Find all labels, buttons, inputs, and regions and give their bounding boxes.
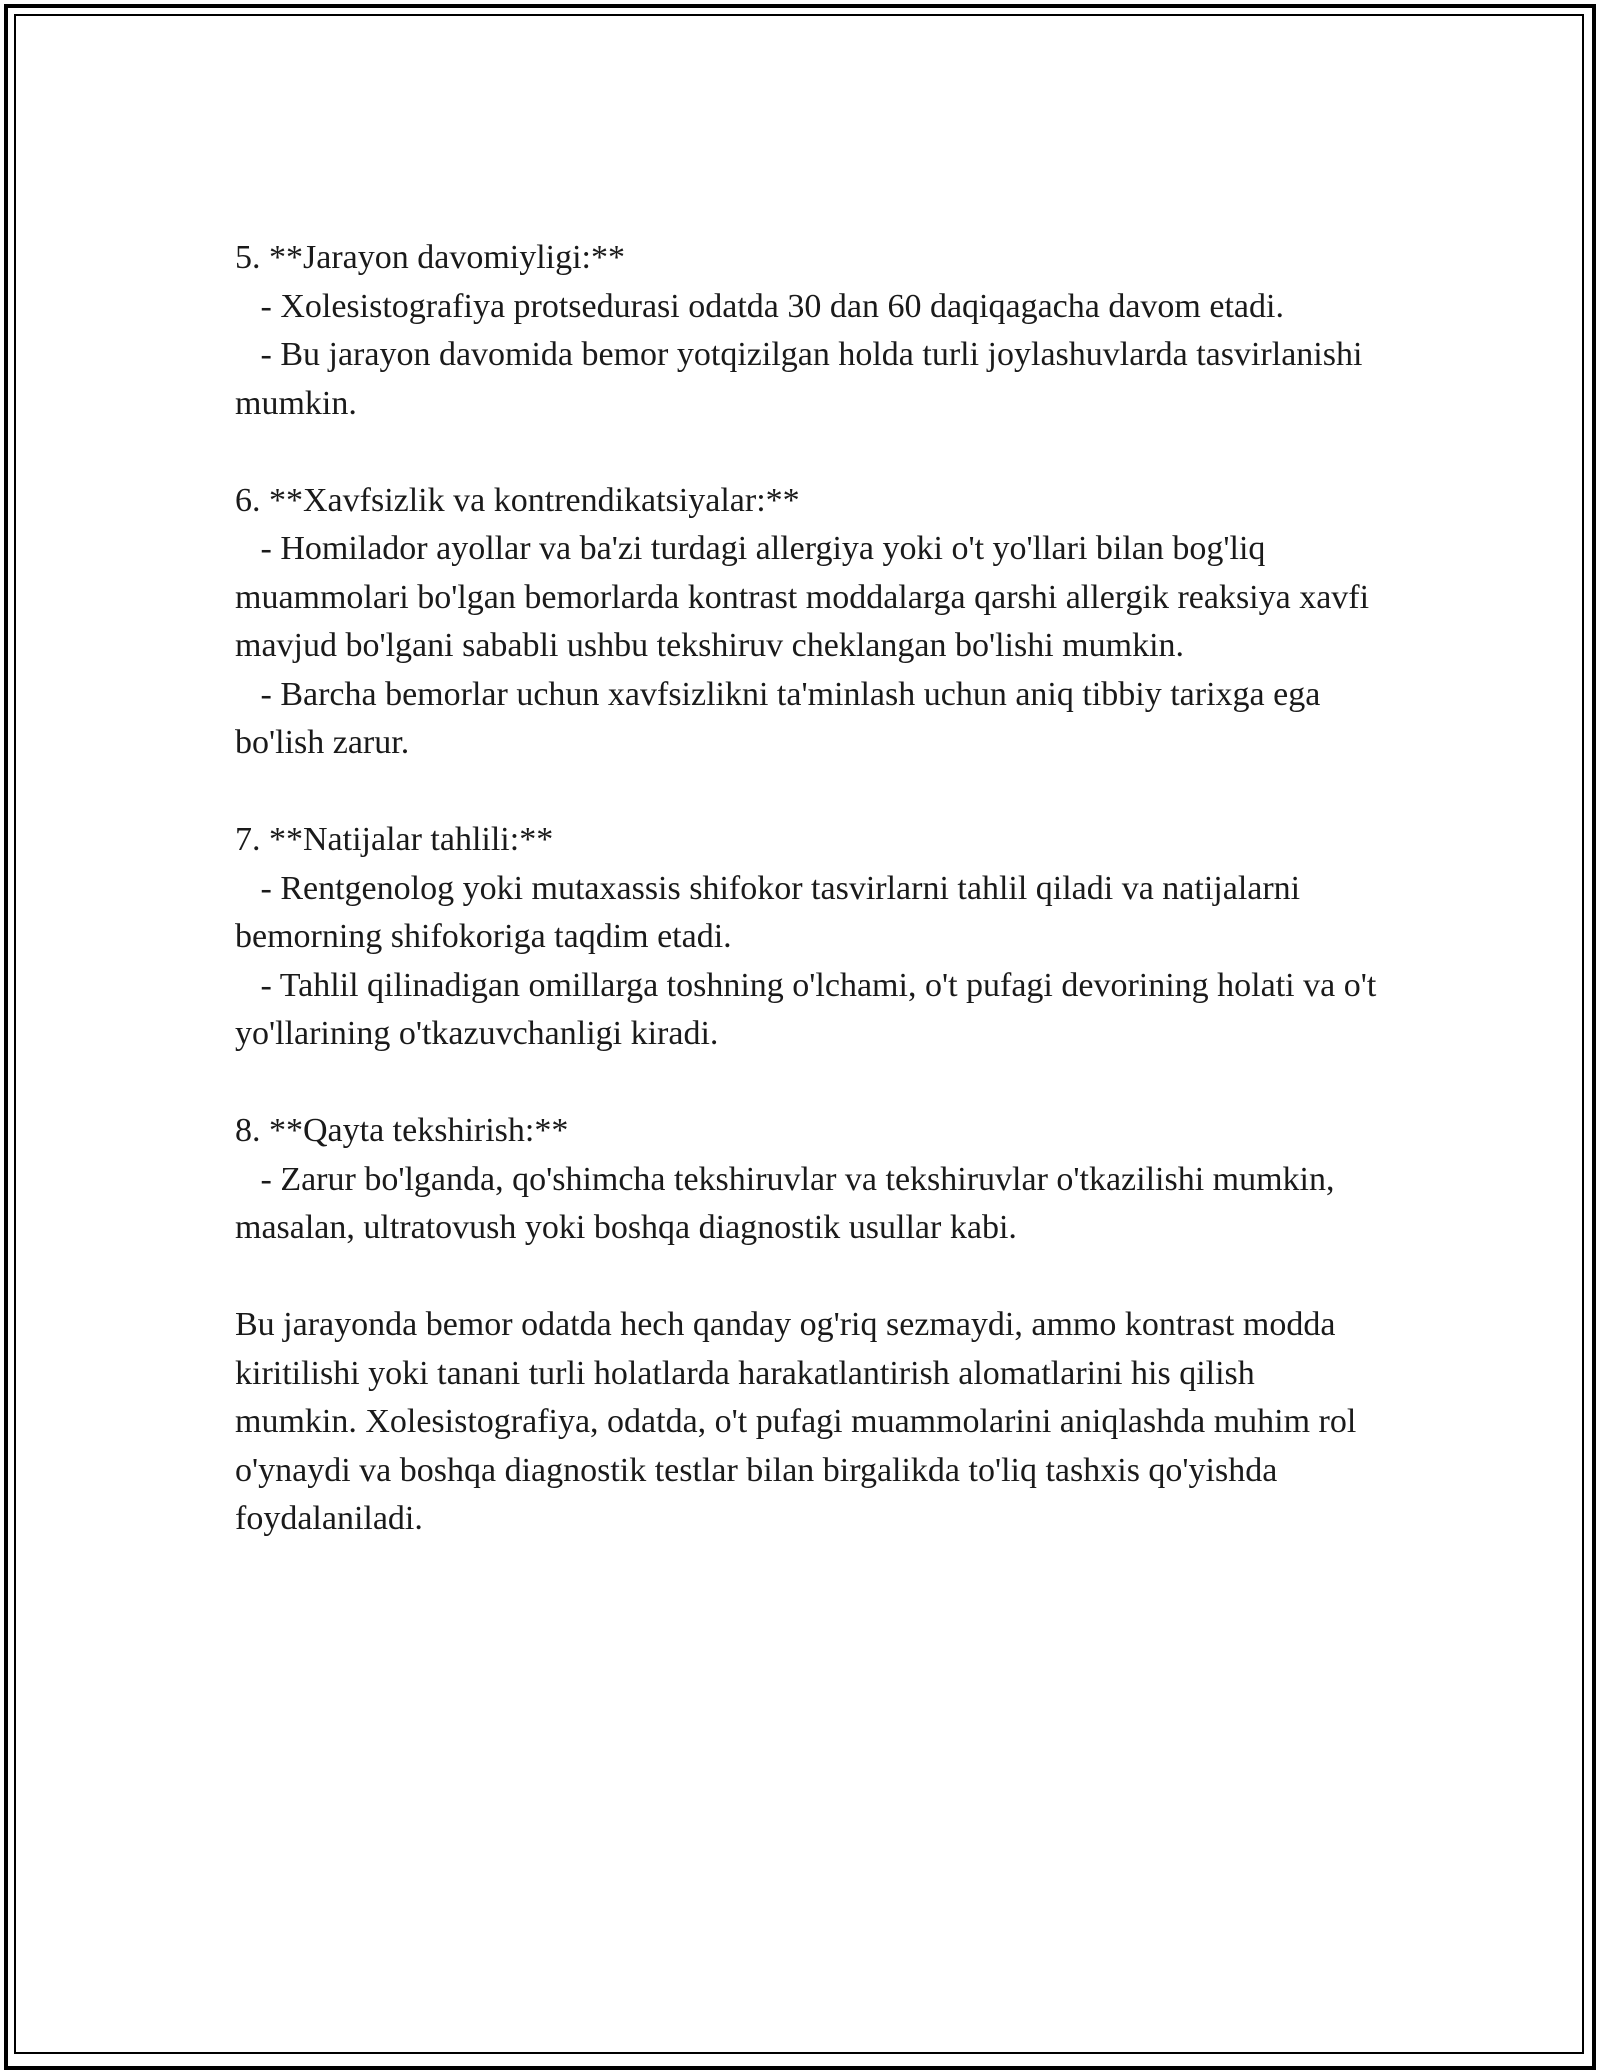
bullet-item: - Tahlil qilinadigan omillarga toshning o'lchami, o't pufagi devorining holati va o't yo'llarining o'tkazuvchanligi kiradi. (235, 966, 1385, 1052)
section-heading: 7. **Natijalar tahlili:** (235, 821, 554, 858)
bullet-item: - Zarur bo'lganda, qo'shimcha tekshiruvlar va tekshiruvlar o'tkazilishi mumkin, masalan, ultratovush yoki boshqa diagnostik usullar kabi. (235, 1160, 1344, 1246)
section-heading: 8. **Qayta tekshirish:** (235, 1112, 569, 1149)
bullet-item: - Xolesistografiya protsedurasi odatda 30 dan 60 daqiqagacha davom etadi. (235, 287, 1284, 325)
bullet-item: - Rentgenolog yoki mutaxassis shifokor tasvirlarni tahlil qiladi va natijalarni bemorning shifokoriga taqdim etadi. (235, 869, 1309, 955)
section-heading: 6. **Xavfsizlik va kontrendikatsiyalar:** (235, 481, 800, 519)
section-duration (235, 234, 1385, 428)
bullet-item: - Bu jarayon davomida bemor yotqizilgan holda turli joylashuvlarda tasvirlanishi mumkin. (235, 336, 1371, 422)
section-heading: 5. **Jarayon davomiyligi:** (235, 239, 626, 276)
section-results (235, 816, 1385, 1059)
closing-paragraph: Bu jarayonda bemor odatda hech qanday og'riq sezmaydi, ammo kontrast modda kiritilishi yoki tanani turli holatlarda harakatlantirish alomatlarini his qilish mumkin. Xolesistografiya, odatda, o't pufagi muammolarini aniqlashda muhim rol o'ynaydi va boshqa diagnostik testlar bilan birgalikda to'liq tashxis qo'yishda foydalaniladi. (235, 1306, 1365, 1537)
bullet-item: - Homilador ayollar va ba'zi turdagi allergiya yoki o't yo'llari bilan bog'liq muammolari bo'lgan bemorlarda kontrast moddalarga qarshi allergik reaksiya xavfi mavjud bo'lgani sababli ushbu tekshiruv cheklangan bo'lishi mumkin. (235, 530, 1378, 664)
document-body (235, 234, 1385, 1544)
section-safety (235, 477, 1385, 768)
bullet-item: - Barcha bemorlar uchun xavfsizlikni ta'minlash uchun aniq tibbiy tarixga ega bo'lish zarur. (235, 675, 1329, 761)
section-recheck (235, 1107, 1385, 1253)
